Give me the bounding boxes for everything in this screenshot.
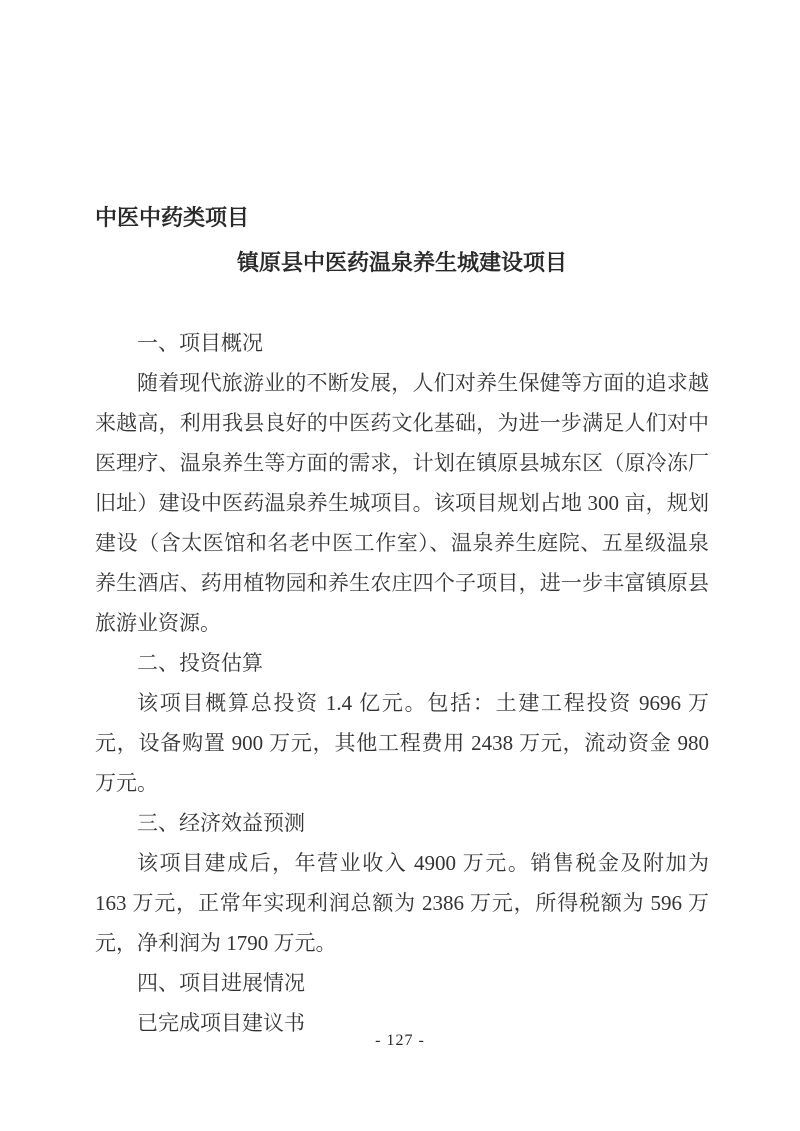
section-heading-investment: 二、投资估算 [137, 651, 263, 675]
document-title: 镇原县中医药温泉养生城建设项目 [236, 250, 567, 275]
category-heading: 中医中药类项目 [95, 205, 250, 230]
section-investment [95, 643, 709, 803]
section-overview [95, 323, 709, 643]
page-number: - 127 - [375, 1032, 425, 1049]
section-paragraph-progress: 已完成项目建议书 [137, 1011, 305, 1035]
section-paragraph-investment: 该项目概算总投资 1.4 亿元。包括：土建工程投资 9696 万元，设备购置 900 万元，其他工程费用 2438 万元，流动资金 980 万元。 [95, 691, 709, 795]
section-heading-economic-benefit: 三、经济效益预测 [137, 811, 305, 835]
section-heading-progress: 四、项目进展情况 [137, 971, 305, 995]
document-content [95, 198, 709, 1043]
section-paragraph-overview: 随着现代旅游业的不断发展，人们对养生保健等方面的追求越来越高，利用我县良好的中医药文化基础，为进一步满足人们对中医理疗、温泉养生等方面的需求，计划在镇原县城东区（原冷冻厂旧址）建设中医药温泉养生城项目。该项目规划占地 300 亩，规划建设（含太医馆和名老中医工作室）、温泉养生庭院、五星级温泉养生酒店、药用植物园和养生农庄四个子项目，进一步丰富镇原县旅游业资源。 [95, 371, 709, 635]
section-heading-overview: 一、项目概况 [137, 331, 263, 355]
section-economic-benefit [95, 803, 709, 963]
section-paragraph-economic-benefit: 该项目建成后，年营业收入 4900 万元。销售税金及附加为 163 万元，正常年实现利润总额为 2386 万元，所得税额为 596 万元，净利润为 1790 万元。 [95, 851, 709, 955]
